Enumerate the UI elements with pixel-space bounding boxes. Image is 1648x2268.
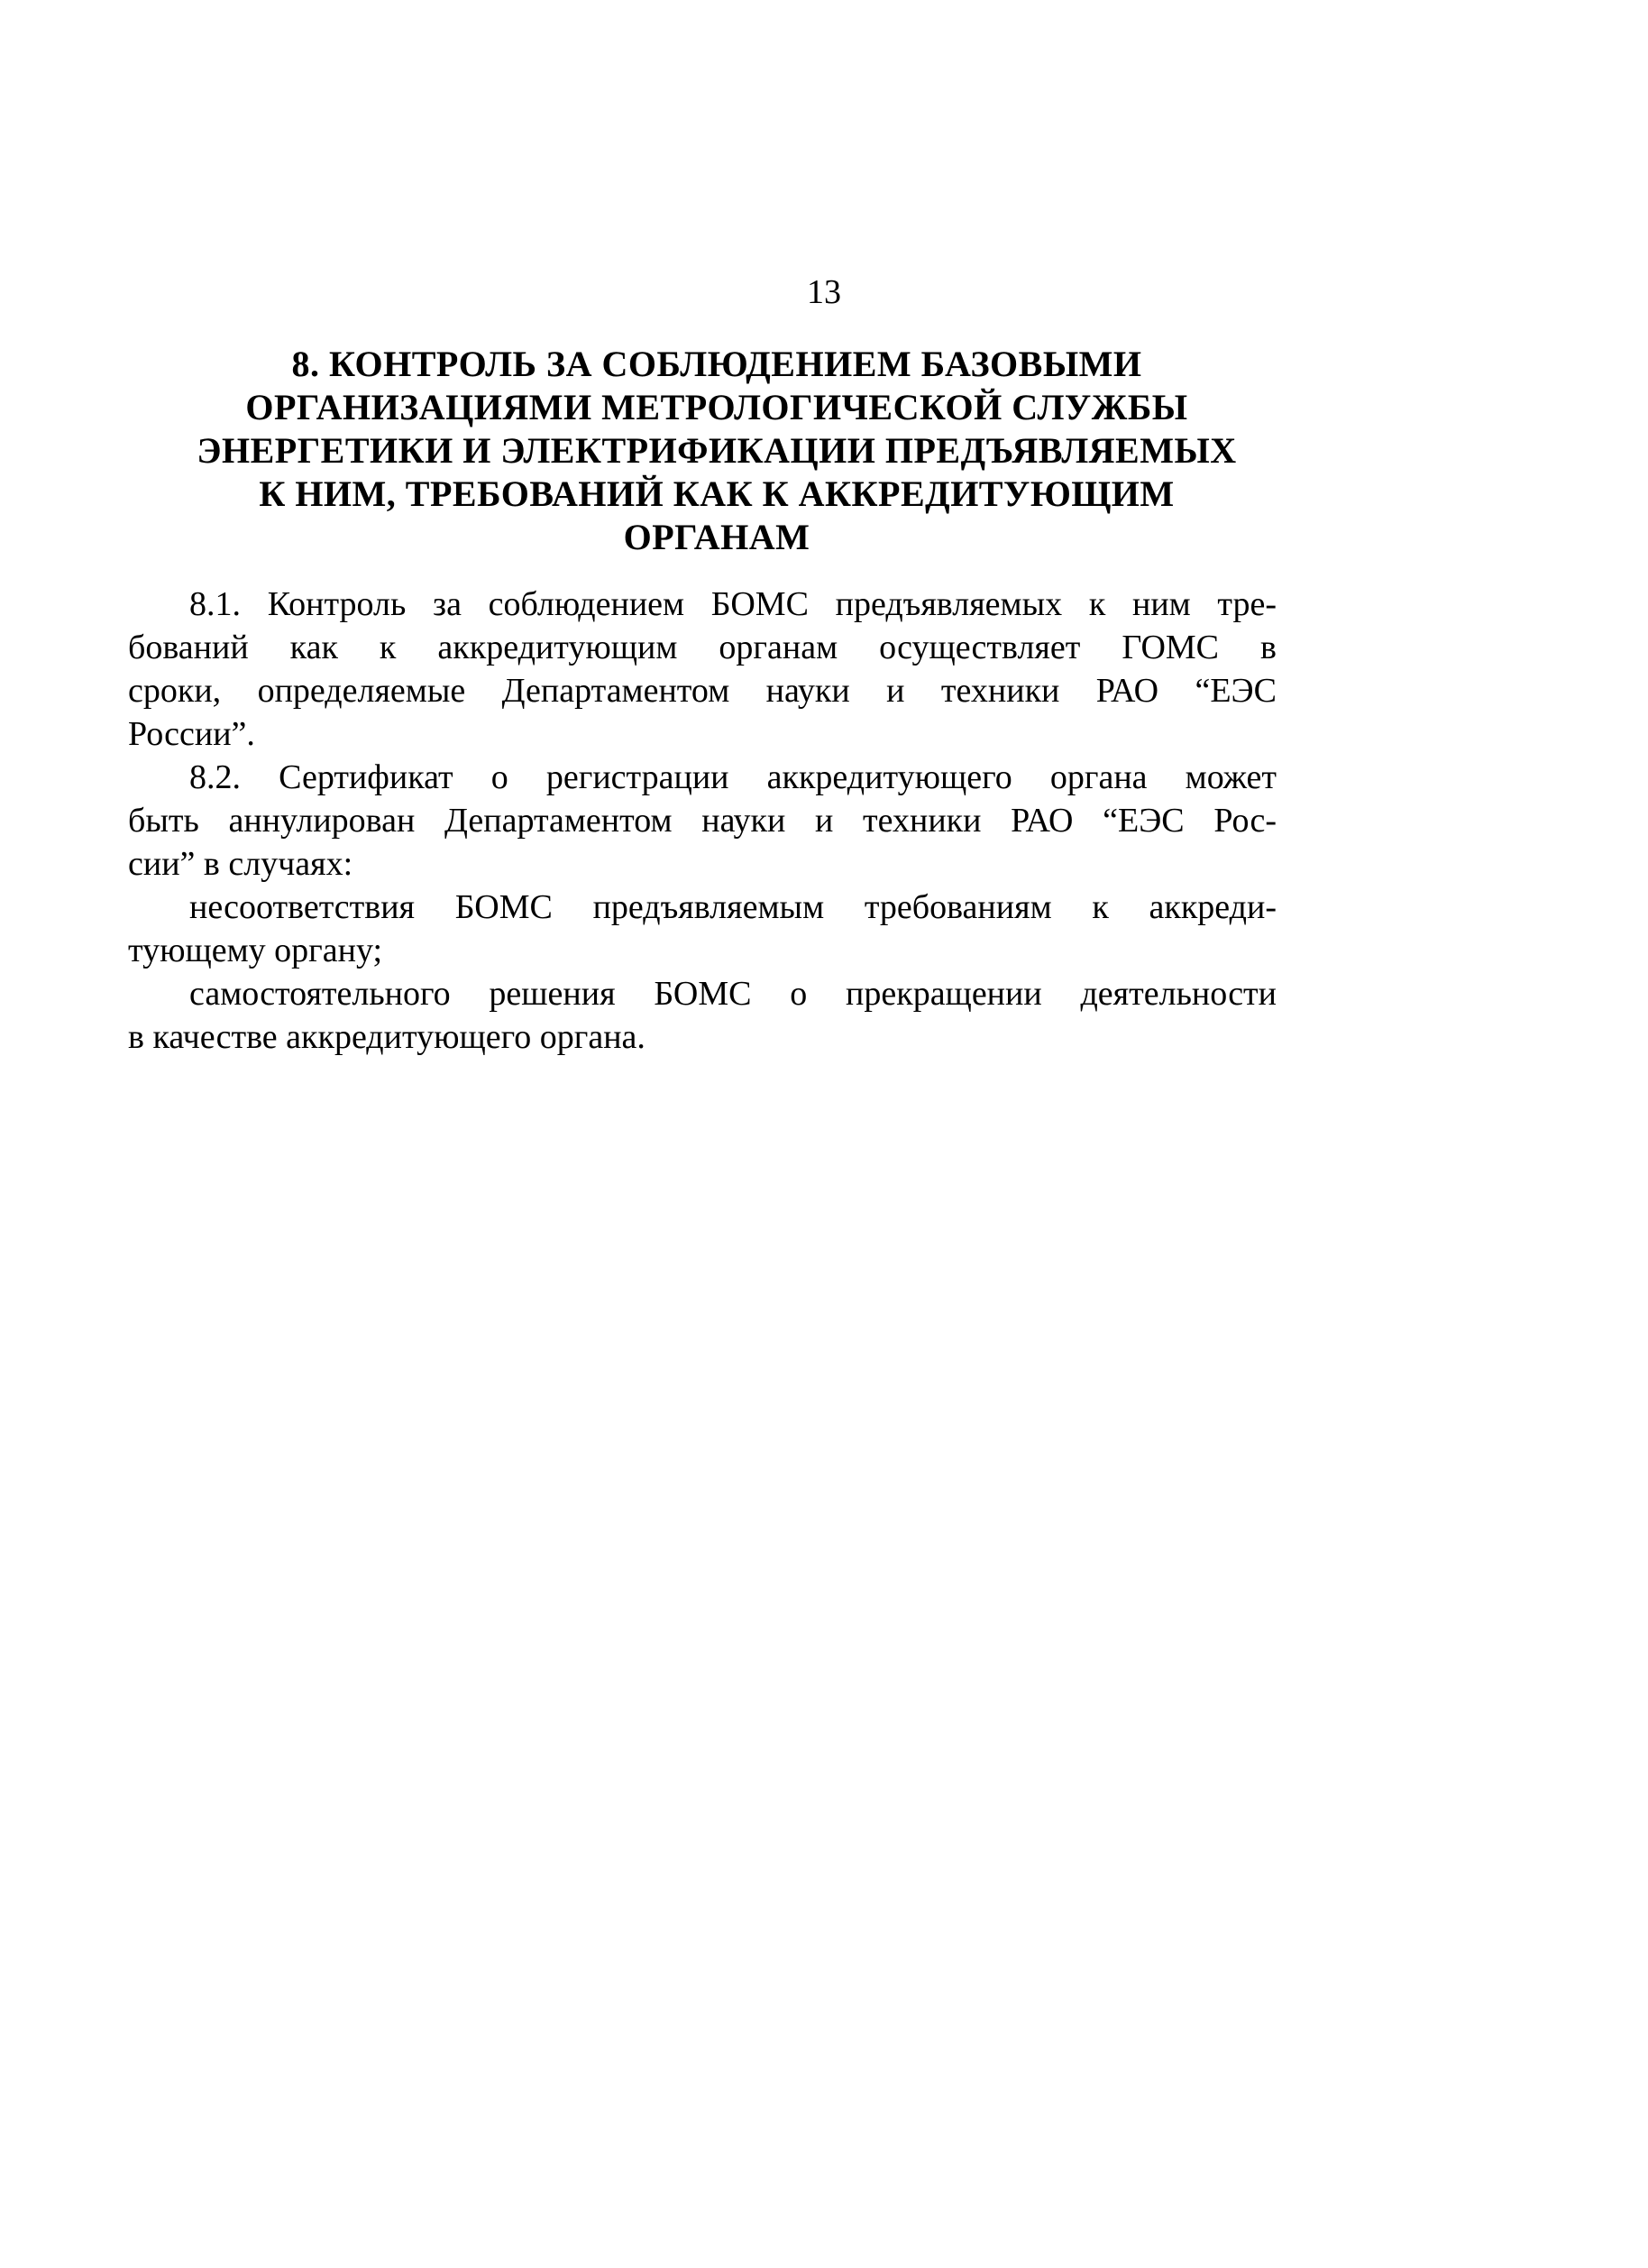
text-line: тующему органу; xyxy=(128,932,383,969)
text-line: быть аннулирован Департаментом науки и техники РАО “ЕЭС Рос- xyxy=(128,802,1277,840)
heading-line: ОРГАНИЗАЦИЯМИ МЕТРОЛОГИЧЕСКОЙ СЛУЖБЫ xyxy=(245,387,1188,427)
text-line: России”. xyxy=(128,715,255,753)
text-line: сроки, определяемые Департаментом науки и техники РАО “ЕЭС xyxy=(128,672,1277,710)
text-line: в качестве аккредитующего органа. xyxy=(128,1018,645,1056)
text-line: бований как к аккредитующим органам осуществляет ГОМС в xyxy=(128,629,1277,666)
text-line: самостоятельного решения БОМС о прекращении деятельности xyxy=(189,975,1277,1013)
paragraph-8-1 xyxy=(128,583,1277,756)
list-item-termination xyxy=(128,972,1277,1059)
text-line: сии” в случаях: xyxy=(128,845,353,883)
heading-line: 8. КОНТРОЛЬ ЗА СОБЛЮДЕНИЕМ БАЗОВЫМИ xyxy=(291,344,1142,384)
page-number: 13 xyxy=(807,273,841,311)
heading-line: ОРГАНАМ xyxy=(623,517,810,557)
paragraph-8-2 xyxy=(128,756,1277,886)
text-line: 8.2. Сертификат о регистрации аккредитующего органа может xyxy=(189,758,1277,796)
list-item-mismatch xyxy=(128,886,1277,972)
section-heading xyxy=(135,343,1298,559)
text-line: несоответствия БОМС предъявляемым требованиям к аккреди- xyxy=(189,888,1277,926)
heading-line: К НИМ, ТРЕБОВАНИЙ КАК К АККРЕДИТУЮЩИМ xyxy=(259,473,1175,514)
heading-line: ЭНЕРГЕТИКИ И ЭЛЕКТРИФИКАЦИИ ПРЕДЪЯВЛЯЕМЫХ xyxy=(197,430,1237,471)
body-text xyxy=(128,583,1277,1059)
text-line: 8.1. Контроль за соблюдением БОМС предъявляемых к ним тре- xyxy=(189,585,1277,623)
